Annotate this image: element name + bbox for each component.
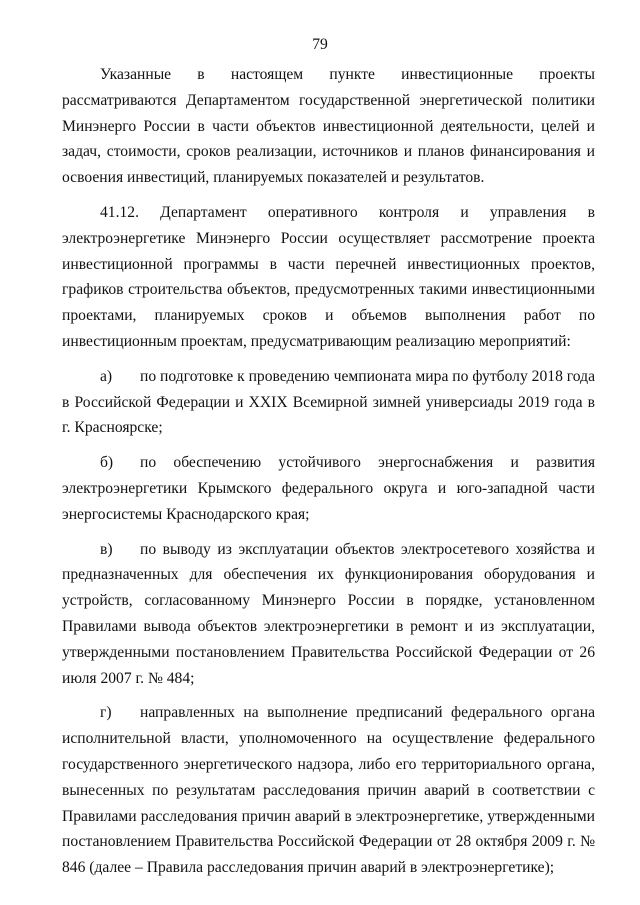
list-item-text: по обеспечению устойчивого энергоснабжения и развития электроэнергетики Крымского федерального округа и юго-западной части энергосистемы Краснодарского края; [62,454,595,523]
list-marker: б) [100,454,114,472]
document-body [62,62,595,881]
list-item-g [62,700,595,881]
list-item-b [62,450,595,527]
list-item-a [62,364,595,441]
paragraph-intro [62,62,595,191]
paragraph-41-12 [62,200,595,355]
list-marker: а) [100,367,113,385]
list-item-text: по выводу из эксплуатации объектов электросетевого хозяйства и предназначенных для обеспечения их функционирования оборудования и устройств, согласованному Минэнерго России в порядке, установленном Правилами вывода объектов электроэнергетики в ремонт и из эксплуатации, утвержденными постановлением Правительства Российской Федерации от 26 июля 2007 г. № 484; [62,540,595,687]
list-item-text: по подготовке к проведению чемпионата мира по футболу 2018 года в Российской Федерации и XXIX Всемирной зимней универсиады 2019 года в г. Красноярске; [62,367,595,437]
paragraph-text: 41.12. Департамент оперативного контроля и управления в электроэнергетике Минэнерго России осуществляет рассмотрение проекта инвестиционной программы в части перечней инвестиционных проектов, графиков строительства объектов, предусмотренных такими инвестиционными проектами, планируемых сроков и объемов выполнения работ по инвестиционным проектам, предусматривающим реализацию мероприятий: [62,203,595,350]
list-item-text: направленных на выполнение предписаний федерального органа исполнительной власти, уполномоченного на осуществление федерального государственного энергетического надзора, либо его территориального органа, вынесенных по результатам расследования причин аварий в соответствии с Правилами расследования причин аварий в электроэнергетике, утвержденными постановлением Правительства Российской Федерации от 28 октября 2009 г. № 846 (далее – Правила расследования причин аварий в электроэнергетике); [62,704,595,877]
list-marker: в) [100,540,113,558]
page-number: 79 [312,36,328,53]
list-item-v [62,537,595,692]
list-marker: г) [100,704,112,722]
paragraph-text: Указанные в настоящем пункте инвестиционные проекты рассматриваются Департаментом государственной энергетической политики Минэнерго России в части объектов инвестиционной деятельности, целей и задач, стоимости, сроков реализации, источников и планов финансирования и освоения инвестиций, планируемых показателей и результатов. [62,66,595,187]
